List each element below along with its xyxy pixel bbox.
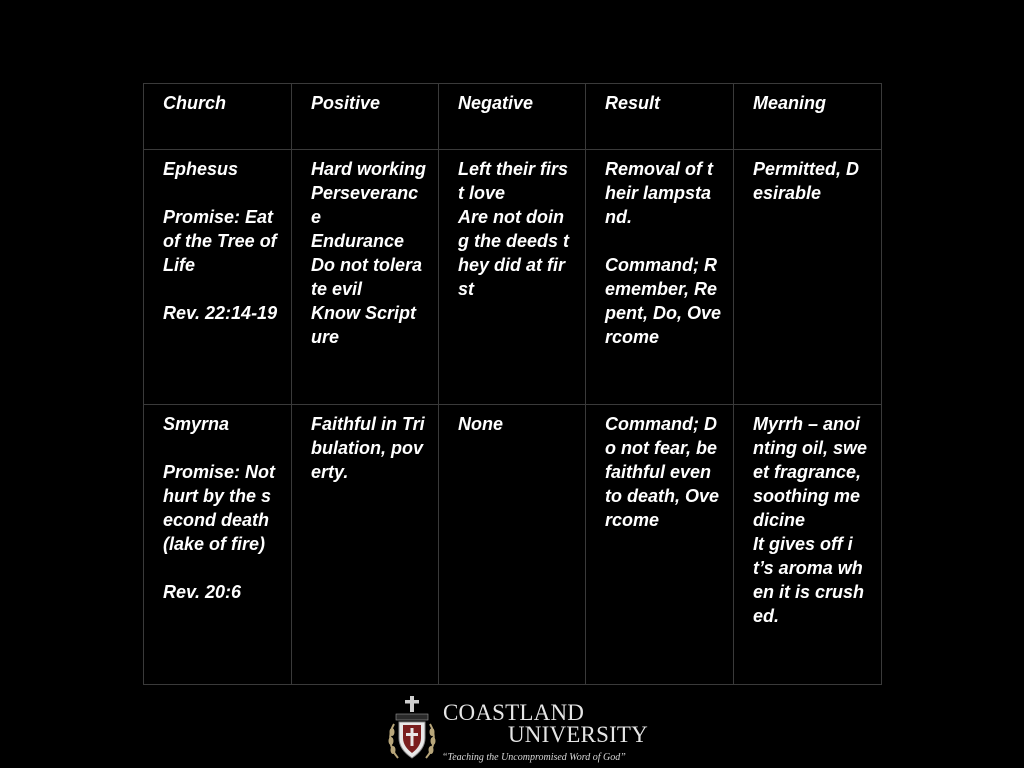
cell-meaning [734,150,882,405]
positive-text: Faithful in Tribulation, poverty. [311,414,425,482]
meaning-text: Permitted, Desirable [753,159,860,203]
header-positive [292,84,439,150]
university-tagline: “Teaching the Uncompromised Word of God” [442,752,626,763]
cell-positive [292,150,439,405]
churches-table [143,83,882,685]
table-row-ephesus [144,150,882,405]
negative-text: Left their first love Are not doing the deeds they did at first [458,159,570,299]
result-text: Command; Do not fear, be faithful even to death, Overcome [605,414,720,530]
cell-church [144,150,292,405]
meaning-text: Myrrh – anointing oil, sweet fragrance, soothing medicine It gives off it’s aroma when it is crushed. [753,414,868,626]
header-negative [439,84,586,150]
header-result [586,84,734,150]
university-crest-icon [384,694,440,764]
result-text: Removal of their lampstand. Command; Remember, Repent, Do, Overcome [605,159,722,347]
header-result-label: Result [605,93,661,113]
header-positive-label: Positive [311,93,381,113]
cell-negative [439,150,586,405]
header-row [144,84,882,150]
table-row-smyrna [144,405,882,685]
church-text: Smyrna Promise: Not hurt by the second death (lake of fire) Rev. 20:6 [163,414,276,602]
cell-positive [292,405,439,685]
university-name-line2: UNIVERSITY [508,722,648,747]
header-negative-label: Negative [458,93,534,113]
cell-negative [439,405,586,685]
positive-text: Hard working Perseverance Endurance Do not tolerate evil Know Scripture [311,159,427,347]
coastland-university-logo [384,694,646,768]
header-meaning [734,84,882,150]
church-text: Ephesus Promise: Eat of the Tree of Life Rev. 22:14-19 [163,159,278,323]
negative-text: None [458,414,503,434]
header-meaning-label: Meaning [753,93,827,113]
header-church [144,84,292,150]
header-church-label: Church [163,93,226,113]
cell-result [586,405,734,685]
cell-meaning [734,405,882,685]
university-name-line1: COASTLAND [443,700,585,725]
cell-result [586,150,734,405]
cell-church [144,405,292,685]
